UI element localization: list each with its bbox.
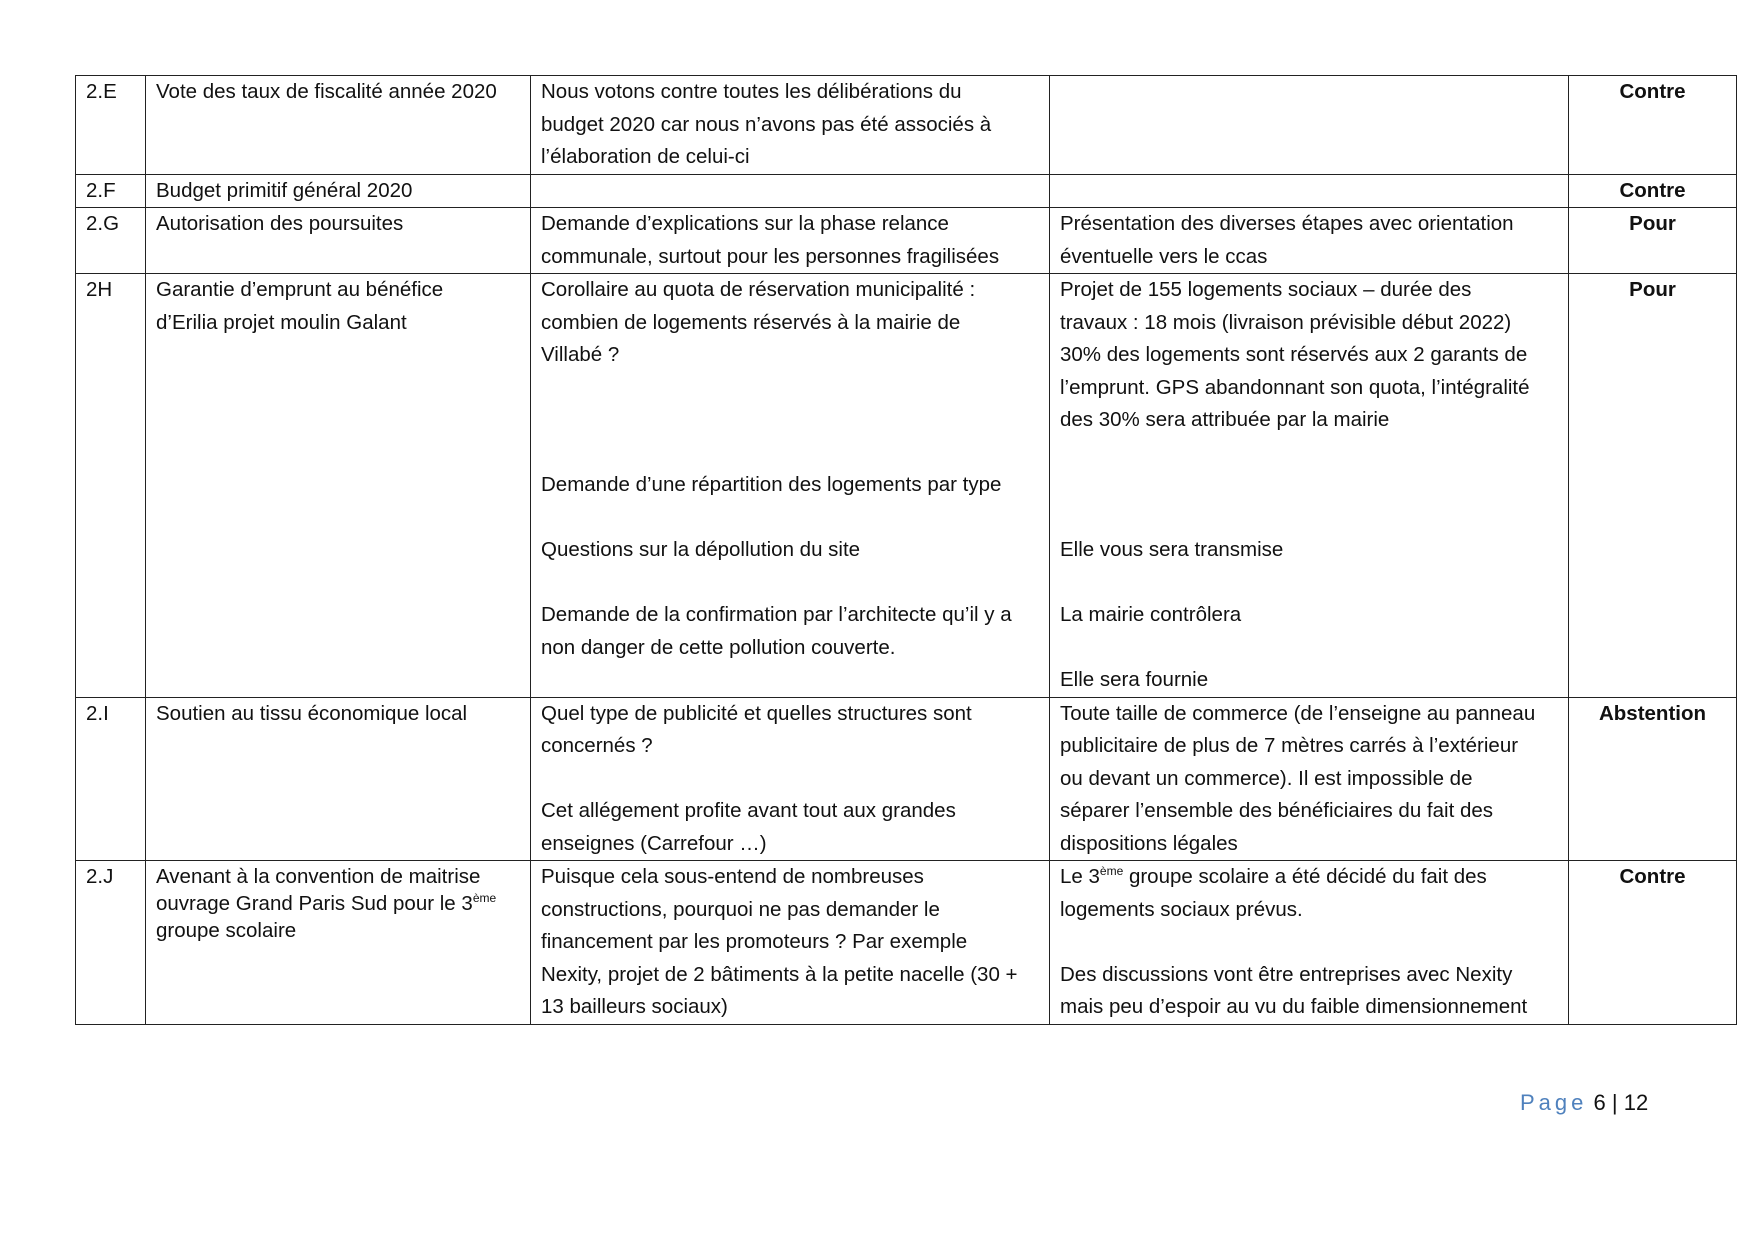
item-id: 2.I xyxy=(76,697,146,861)
item-question xyxy=(531,174,1050,208)
item-vote: Contre xyxy=(1569,174,1737,208)
item-answer: Le 3ème groupe scolaire a été décidé du fait des logements sociaux prévus. Des discussions vont être entreprises avec Nexity mais peu d’espoir au vu du faible dimensionnement xyxy=(1050,861,1569,1025)
item-id: 2.E xyxy=(76,76,146,175)
item-id: 2.G xyxy=(76,208,146,274)
page-label: Page xyxy=(1520,1090,1588,1115)
table-row xyxy=(76,697,1737,861)
item-id: 2.J xyxy=(76,861,146,1025)
item-answer: Présentation des diverses étapes avec orientation éventuelle vers le ccas xyxy=(1050,208,1569,274)
item-question: Quel type de publicité et quelles structures sont concernés ? Cet allégement profite avant tout aux grandes enseignes (Carrefour …) xyxy=(531,697,1050,861)
item-answer: Toute taille de commerce (de l’enseigne au panneau publicitaire de plus de 7 mètres carrés à l’extérieur ou devant un commerce). Il est impossible de séparer l’ensemble des bénéficiaires du fait des dispositions légales xyxy=(1050,697,1569,861)
item-question: Nous votons contre toutes les délibérations du budget 2020 car nous n’avons pas été associés à l’élaboration de celui-ci xyxy=(531,76,1050,175)
page-footer xyxy=(1520,1090,1648,1116)
item-vote: Contre xyxy=(1569,76,1737,175)
table-row xyxy=(76,861,1737,1025)
item-question: Demande d’explications sur la phase relance communale, surtout pour les personnes fragilisées xyxy=(531,208,1050,274)
item-vote: Pour xyxy=(1569,208,1737,274)
item-id: 2.F xyxy=(76,174,146,208)
page-number: 6 xyxy=(1593,1090,1606,1115)
item-answer xyxy=(1050,174,1569,208)
table-row xyxy=(76,274,1737,698)
item-subject: Vote des taux de fiscalité année 2020 xyxy=(146,76,531,175)
deliberation-table xyxy=(75,75,1737,1025)
item-question: Corollaire au quota de réservation municipalité : combien de logements réservés à la mairie de Villabé ? Demande d’une répartition des logements par type Questions sur la dépollution du site Demande de la confirmation par l’architecte qu’il y a non danger de cette pollution couverte. xyxy=(531,274,1050,698)
table-row xyxy=(76,76,1737,175)
page-total: 12 xyxy=(1623,1090,1649,1115)
item-vote: Pour xyxy=(1569,274,1737,698)
item-vote: Abstention xyxy=(1569,697,1737,861)
item-id: 2H xyxy=(76,274,146,698)
page-separator: | xyxy=(1611,1090,1618,1115)
item-subject: Autorisation des poursuites xyxy=(146,208,531,274)
item-subject: Avenant à la convention de maitrise ouvrage Grand Paris Sud pour le 3ème groupe scolaire xyxy=(146,861,531,1025)
item-question: Puisque cela sous-entend de nombreuses constructions, pourquoi ne pas demander le financement par les promoteurs ? Par exemple Nexity, projet de 2 bâtiments à la petite nacelle (30 + 13 bailleurs sociaux) xyxy=(531,861,1050,1025)
item-vote: Contre xyxy=(1569,861,1737,1025)
item-subject: Garantie d’emprunt au bénéfice d’Erilia projet moulin Galant xyxy=(146,274,531,698)
table-row xyxy=(76,208,1737,274)
table-row xyxy=(76,174,1737,208)
item-answer xyxy=(1050,76,1569,175)
item-subject: Budget primitif général 2020 xyxy=(146,174,531,208)
item-answer: Projet de 155 logements sociaux – durée des travaux : 18 mois (livraison prévisible début 2022) 30% des logements sont réservés aux 2 garants de l’emprunt. GPS abandonnant son quota, l’intégralité des 30% sera attribuée par la mairie Elle vous sera transmise La mairie contrôlera Elle sera fournie xyxy=(1050,274,1569,698)
item-subject: Soutien au tissu économique local xyxy=(146,697,531,861)
